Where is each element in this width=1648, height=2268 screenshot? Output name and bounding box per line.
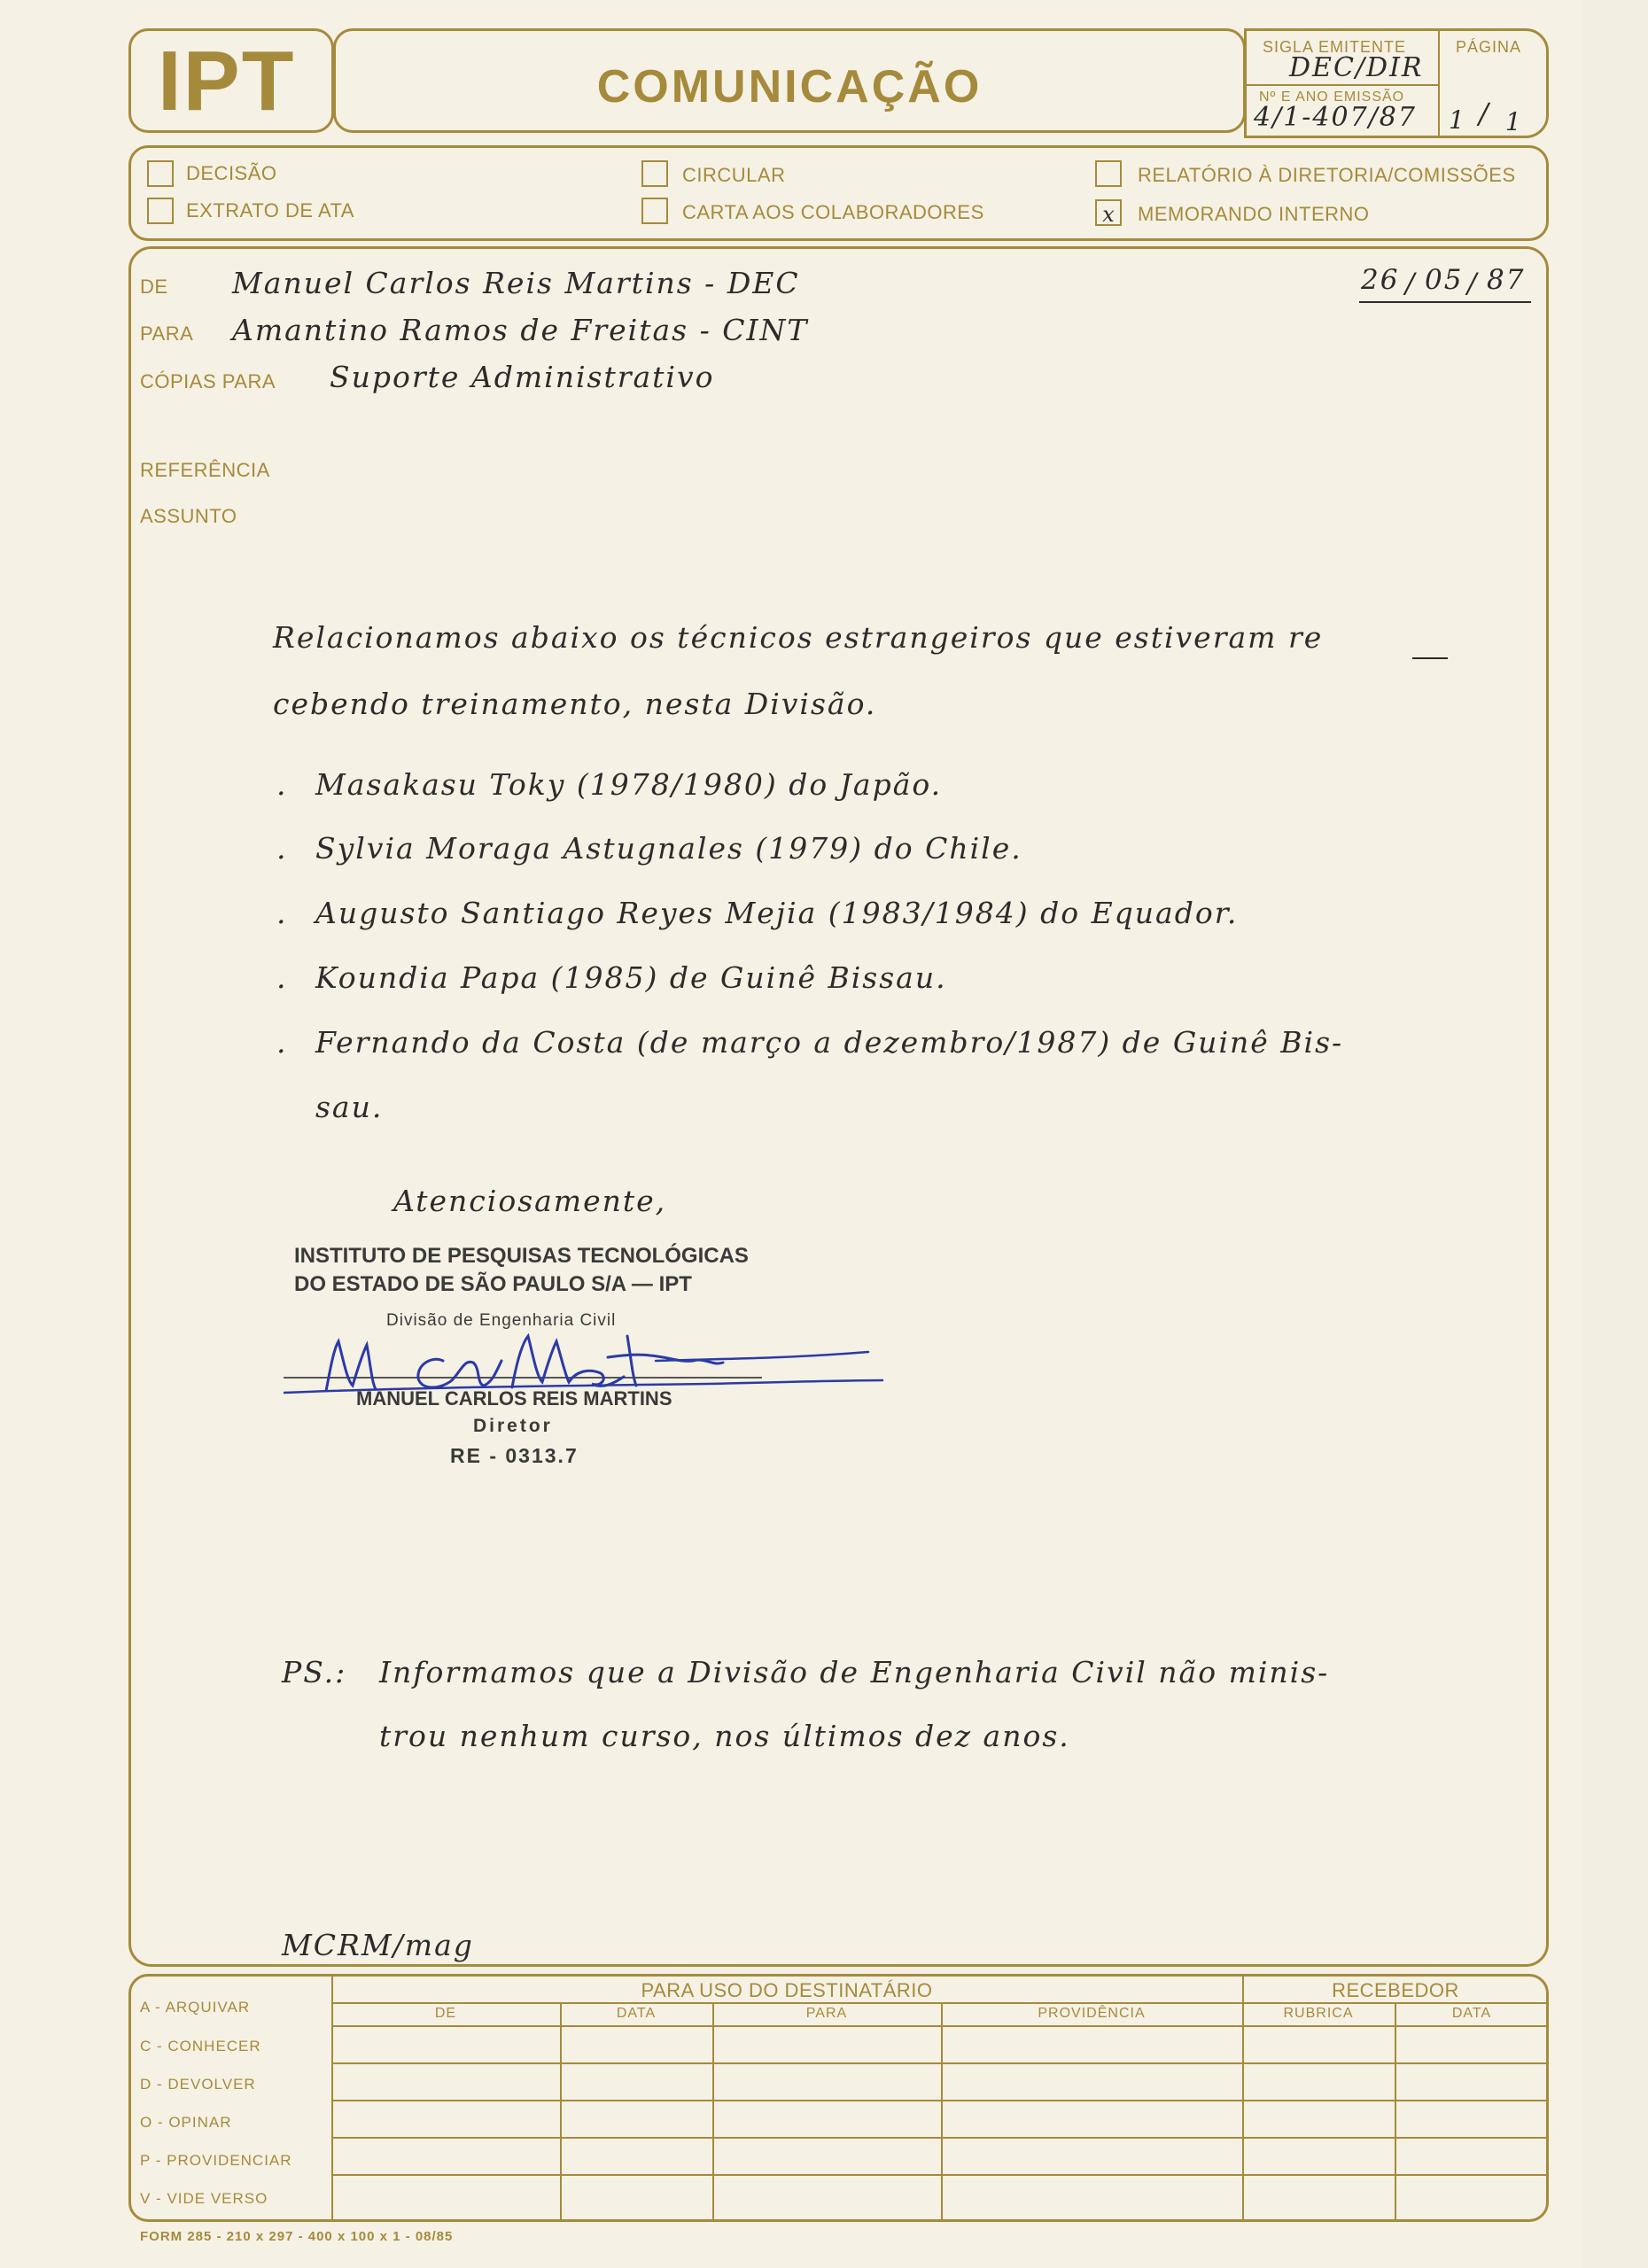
checkbox-extrato-de-ata[interactable] bbox=[147, 198, 174, 224]
column-header-providencia: PROVIDÊNCIA bbox=[1038, 2006, 1146, 2021]
list-item: Augusto Santiago Reyes Mejia (1983/1984) do Equador. bbox=[315, 896, 1239, 930]
signer-registration: RE - 0313.7 bbox=[450, 1444, 579, 1467]
legend-item: D - DEVOLVER bbox=[140, 2076, 256, 2093]
intro-line-2: cebendo treinamento, nesta Divisão. bbox=[273, 687, 877, 721]
para-value: Amantino Ramos de Freitas - CINT bbox=[232, 313, 809, 347]
list-bullet: . bbox=[276, 960, 288, 995]
assunto-label: ASSUNTO bbox=[140, 505, 237, 527]
list-item: Masakasu Toky (1978/1980) do Japão. bbox=[315, 767, 943, 802]
checkbox-memorando-interno-label: MEMORANDO INTERNO bbox=[1138, 203, 1370, 225]
legend-item: V - VIDE VERSO bbox=[140, 2190, 268, 2207]
legend-item: A - ARQUIVAR bbox=[140, 1999, 251, 2016]
checkbox-decisao[interactable] bbox=[147, 160, 174, 187]
destinatario-title: PARA USO DO DESTINATÁRIO bbox=[641, 1979, 933, 2001]
column-header-rubrica: RUBRICA bbox=[1283, 2006, 1354, 2021]
pagina-label: PÁGINA bbox=[1456, 38, 1522, 56]
date-field bbox=[1359, 264, 1531, 303]
date-separator: / bbox=[1467, 268, 1479, 299]
de-value: Manuel Carlos Reis Martins - DEC bbox=[232, 266, 800, 300]
list-item-continuation: sau. bbox=[315, 1090, 384, 1124]
checkbox-extrato-de-ata-label: EXTRATO DE ATA bbox=[186, 199, 354, 221]
checkbox-carta-colaboradores-label: CARTA AOS COLABORADORES bbox=[682, 201, 984, 223]
pagina-separator: / bbox=[1479, 97, 1490, 130]
column-header-de: DE bbox=[434, 2006, 457, 2021]
recebedor-title: RECEBEDOR bbox=[1332, 1979, 1459, 2001]
legend-item: P - PROVIDENCIAR bbox=[140, 2152, 292, 2169]
column-header-data-recebedor: DATA bbox=[1451, 2006, 1492, 2021]
sigla-value: DEC/DIR bbox=[1289, 52, 1424, 83]
para-label: PARA bbox=[140, 322, 194, 345]
stamp-line-1: INSTITUTO DE PESQUISAS TECNOLÓGICAS bbox=[294, 1244, 749, 1268]
numero-label: Nº E ANO EMISSÃO bbox=[1259, 89, 1405, 105]
checkbox-memorando-interno[interactable]: x bbox=[1095, 199, 1122, 226]
list-bullet: . bbox=[276, 767, 288, 802]
pagina-value: 1 bbox=[1449, 105, 1466, 135]
checkbox-circular-label: CIRCULAR bbox=[682, 164, 786, 186]
checkbox-relatorio-label: RELATÓRIO À DIRETORIA/COMISSÕES bbox=[1138, 164, 1516, 186]
date-month: 05 bbox=[1425, 264, 1464, 296]
list-bullet: . bbox=[276, 831, 288, 866]
signature-stamp bbox=[284, 1244, 904, 1474]
sigla-label: SIGLA EMITENTE bbox=[1263, 38, 1407, 56]
list-bullet: . bbox=[276, 896, 288, 930]
title-box bbox=[333, 28, 1246, 133]
copias-value: Suporte Administrativo bbox=[330, 360, 715, 394]
ipt-logo: IPT bbox=[158, 34, 296, 128]
copias-label: CÓPIAS PARA bbox=[140, 370, 276, 392]
column-header-data: DATA bbox=[616, 2006, 657, 2021]
checkbox-decisao-label: DECISÃO bbox=[186, 162, 277, 184]
list-item: Koundia Papa (1985) de Guinê Bissau. bbox=[315, 960, 947, 995]
document-type-box bbox=[128, 145, 1549, 241]
typist-initials: MCRM/mag bbox=[282, 1928, 474, 1962]
closing: Atenciosamente, bbox=[393, 1184, 667, 1218]
sigla-box bbox=[1244, 28, 1549, 138]
checkbox-carta-colaboradores[interactable] bbox=[641, 198, 668, 224]
legend-item: C - CONHECER bbox=[140, 2038, 261, 2054]
legend-item: O - OPINAR bbox=[140, 2114, 232, 2131]
list-item: Sylvia Moraga Astugnales (1979) do Chile. bbox=[315, 831, 1022, 866]
form-title: COMUNICAÇÃO bbox=[596, 61, 983, 113]
de-label: DE bbox=[140, 276, 168, 298]
intro-line-1: Relacionamos abaixo os técnicos estrangeiros que estiveram re bbox=[273, 620, 1324, 655]
column-header-para: PARA bbox=[805, 2006, 848, 2021]
referencia-label: REFERÊNCIA bbox=[140, 459, 270, 481]
list-bullet: . bbox=[276, 1025, 288, 1060]
date-year: 87 bbox=[1487, 264, 1526, 296]
form-code: FORM 285 - 210 x 297 - 400 x 100 x 1 - 08/85 bbox=[140, 2229, 454, 2244]
stamp-line-2: DO ESTADO DE SÃO PAULO S/A — IPT bbox=[294, 1272, 692, 1296]
date-day: 26 bbox=[1361, 264, 1400, 296]
numero-value: 4/1-407/87 bbox=[1254, 102, 1417, 133]
logo-box bbox=[128, 28, 334, 133]
ps-line-2: trou nenhum curso, nos últimos dez anos. bbox=[379, 1719, 1070, 1753]
checkbox-circular[interactable] bbox=[641, 160, 668, 187]
date-separator: / bbox=[1405, 268, 1417, 299]
routing-table bbox=[331, 1974, 1549, 2222]
list-item: Fernando da Costa (de março a dezembro/1987) de Guinê Bis- bbox=[315, 1025, 1344, 1060]
pagina-total: 1 bbox=[1505, 107, 1523, 136]
signer-role: Diretor bbox=[473, 1416, 553, 1436]
signer-name: MANUEL CARLOS REIS MARTINS bbox=[356, 1387, 672, 1410]
ps-line-1: Informamos que a Divisão de Engenharia Civil não minis- bbox=[379, 1655, 1330, 1689]
checkbox-relatorio[interactable] bbox=[1095, 160, 1122, 187]
stamp-line-3: Divisão de Engenharia Civil bbox=[386, 1311, 617, 1330]
ps-label: PS.: bbox=[282, 1655, 347, 1689]
